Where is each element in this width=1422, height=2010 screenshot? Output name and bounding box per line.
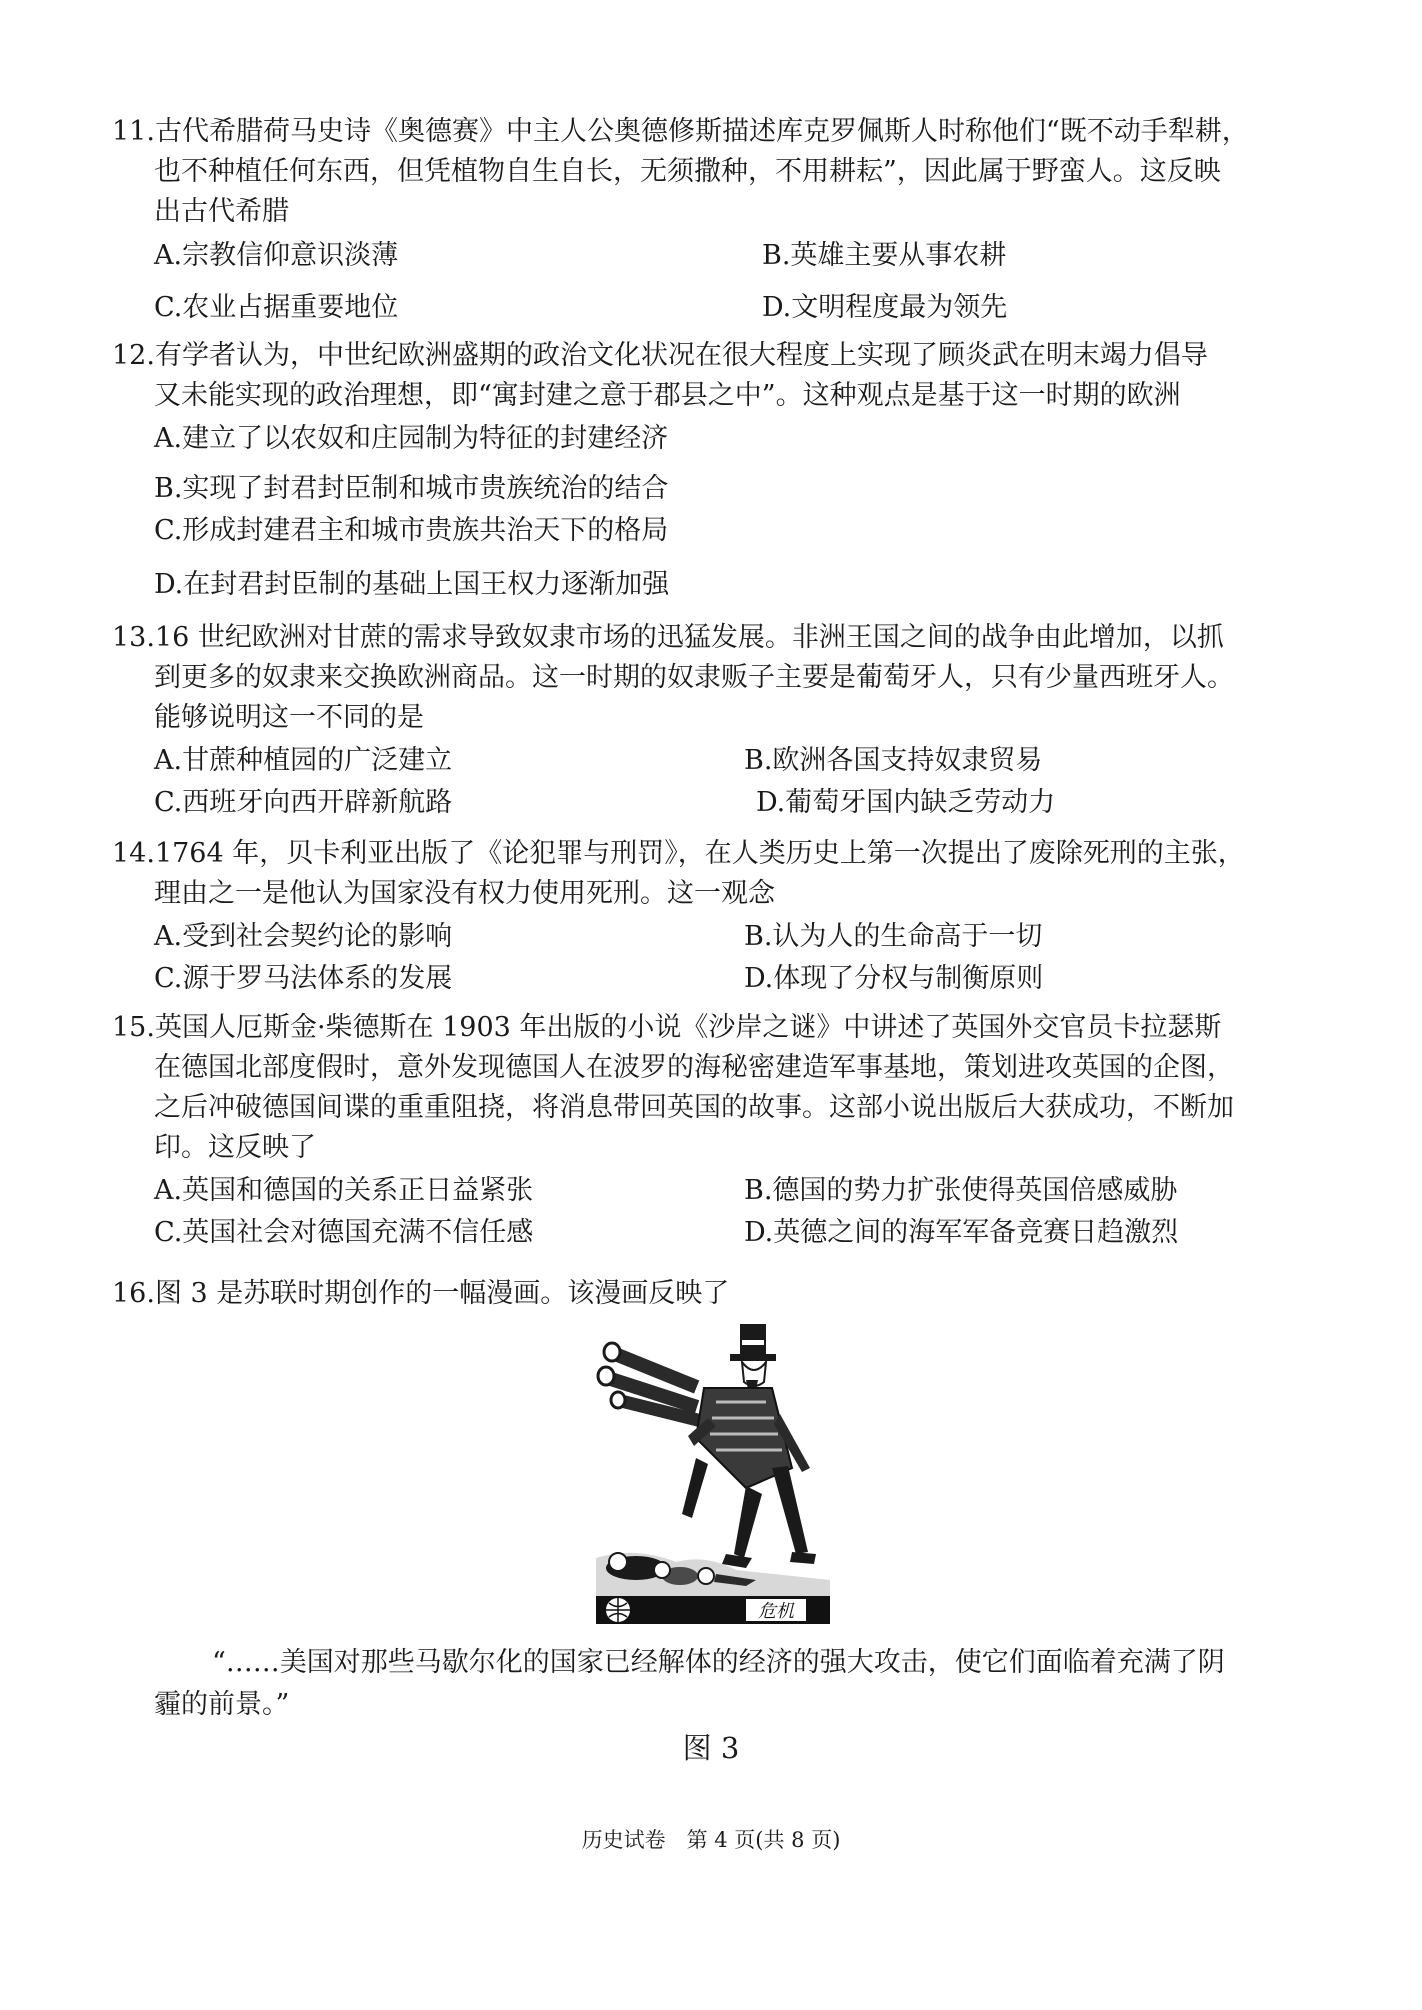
- option-13-b: B.欧洲各国支持奴隶贸易: [744, 745, 1043, 776]
- option-11-d: D.文明程度最为领先: [762, 292, 1008, 323]
- option-12-c: C.形成封建君主和城市贵族共治天下的格局: [154, 515, 669, 546]
- question-15-line-2: 在德国北部度假时，意外发现德国人在波罗的海秘密建造军事基地，策划进攻英国的企图，: [154, 1052, 1234, 1083]
- option-15-b: B.德国的势力扩张使得英国倍感威胁: [744, 1175, 1178, 1206]
- option-11-b: B.英雄主要从事农耕: [762, 240, 1007, 271]
- option-15-d: D.英德之间的海军军备竞赛日趋激烈: [744, 1217, 1179, 1248]
- option-11-a: A.宗教信仰意识淡薄: [154, 240, 399, 271]
- option-13-c: C.西班牙向西开辟新航路: [154, 787, 453, 818]
- figure-caption: 图 3: [682, 1731, 740, 1765]
- page-footer: 历史试卷 第 4 页(共 8 页): [581, 1828, 841, 1852]
- question-11-line-1: 11.古代希腊荷马史诗《奥德赛》中主人公奥德修斯描述库克罗佩斯人时称他们“既不动手犁耕，: [112, 116, 1249, 147]
- question-13-line-1: 13.16 世纪欧洲对甘蔗的需求导致奴隶市场的迅猛发展。非洲王国之间的战争由此增加，以抓: [112, 622, 1224, 653]
- option-13-a: A.甘蔗种植园的广泛建立: [154, 745, 453, 776]
- question-14: [112, 834, 1322, 1000]
- question-15-line-3: 之后冲破德国间谍的重重阻挠，将消息带回英国的故事。这部小说出版后大获成功，不断加: [154, 1092, 1234, 1123]
- option-14-d: D.体现了分权与制衡原则: [744, 963, 1044, 994]
- option-11-c: C.农业占据重要地位: [154, 292, 399, 323]
- question-13: [112, 618, 1322, 824]
- question-15-line-4: 印。这反映了: [154, 1132, 316, 1163]
- cartoon-quote: [154, 1642, 1314, 1726]
- option-12-b: B.实现了封君封臣制和城市贵族统治的结合: [154, 473, 669, 504]
- quote-line-2: 霾的前景。”: [154, 1689, 290, 1720]
- option-13-d: D.葡萄牙国内缺乏劳动力: [756, 787, 1056, 818]
- question-14-line-2: 理由之一是他认为国家没有权力使用死刑。这一观念: [154, 878, 775, 909]
- question-16: [112, 1274, 1322, 1314]
- question-13-line-3: 能够说明这一不同的是: [154, 702, 424, 733]
- question-13-line-2: 到更多的奴隶来交换欧洲商品。这一时期的奴隶贩子主要是葡萄牙人，只有少量西班牙人。: [154, 662, 1234, 693]
- option-15-c: C.英国社会对德国充满不信任感: [154, 1217, 534, 1248]
- question-15-line-1: 15.英国人厄斯金·柴德斯在 1903 年出版的小说《沙岸之谜》中讲述了英国外交官员卡拉瑟斯: [112, 1012, 1222, 1043]
- question-15: [112, 1008, 1322, 1254]
- option-12-a: A.建立了以农奴和庄园制为特征的封建经济: [154, 423, 669, 454]
- question-11: [112, 112, 1322, 329]
- question-11-line-3: 出古代希腊: [154, 196, 289, 227]
- option-12-d: D.在封君封臣制的基础上国王权力逐渐加强: [154, 569, 670, 600]
- crisis-label: 危机: [758, 1601, 794, 1622]
- question-11-line-2: 也不种植任何东西，但凭植物自生自长，无须撒种，不用耕耘”，因此属于野蛮人。这反映: [154, 156, 1221, 187]
- question-14-line-1: 14.1764 年，贝卡利亚出版了《论犯罪与刑罚》，在人类历史上第一次提出了废除死刑的主张，: [112, 838, 1245, 869]
- question-16-line-1: 16.图 3 是苏联时期创作的一幅漫画。该漫画反映了: [112, 1278, 730, 1309]
- question-12-line-1: 12.有学者认为，中世纪欧洲盛期的政治文化状况在很大程度上实现了顾炎武在明末竭力倡导: [112, 340, 1208, 371]
- cartoon-illustration: [596, 1318, 830, 1624]
- quote-line-1: “……美国对那些马歇尔化的国家已经解体的经济的强大攻击，使它们面临着充满了阴: [212, 1647, 1225, 1678]
- question-12-line-2: 又未能实现的政治理想，即“寓封建之意于郡县之中”。这种观点是基于这一时期的欧洲: [154, 380, 1181, 411]
- option-14-b: B.认为人的生命高于一切: [744, 921, 1043, 952]
- question-12: [112, 336, 1322, 606]
- option-14-a: A.受到社会契约论的影响: [154, 921, 453, 952]
- option-15-a: A.英国和德国的关系正日益紧张: [154, 1175, 534, 1206]
- option-14-c: C.源于罗马法体系的发展: [154, 963, 453, 994]
